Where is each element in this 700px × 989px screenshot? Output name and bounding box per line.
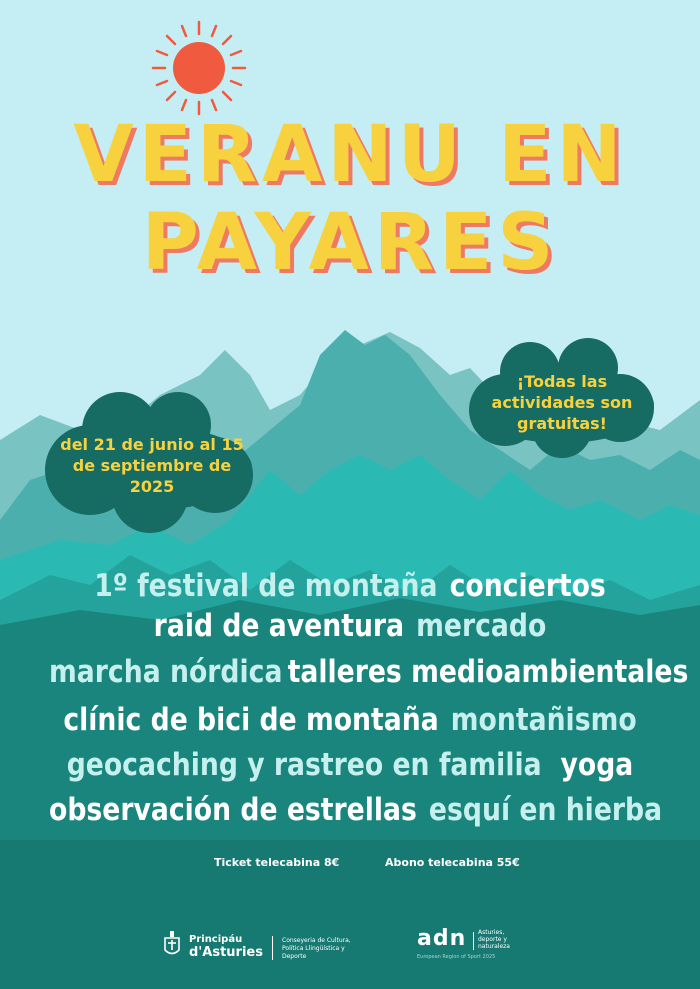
activity-row-5 <box>49 745 651 785</box>
principado-logo-text <box>189 934 263 960</box>
activity-item: geocaching y rastreo en familia <box>66 747 542 783</box>
adn-text <box>478 929 510 950</box>
activity-row-4 <box>49 700 651 740</box>
conseyeria-text <box>282 937 351 961</box>
activity-item: conciertos <box>449 568 606 604</box>
free-badge <box>462 371 662 434</box>
title-line-1: VERANU EN <box>73 110 627 200</box>
dates-line-2: de septiembre de <box>72 456 232 475</box>
adn-divider <box>473 932 474 950</box>
activity-item: observación de estrellas <box>49 792 417 828</box>
asturias-crest-icon <box>162 930 182 958</box>
activity-item: montañismo <box>450 702 637 738</box>
activity-item: marcha nórdica <box>49 654 283 690</box>
adn-line-1: Asturies, <box>478 929 505 936</box>
adn-line-2: deporte y <box>478 936 507 943</box>
adn-tagline: European Region of Sport 2025 <box>417 954 496 960</box>
conseyeria-line-3: Deporte <box>282 953 307 960</box>
activity-item: esquí en hierba <box>428 792 663 828</box>
sun-icon <box>153 22 245 114</box>
logo-divider <box>272 936 273 960</box>
activity-item: mercado <box>416 608 547 644</box>
conseyeria-line-1: Conseyeria de Cultura, <box>282 937 351 944</box>
principado-line-2: d'Asturies <box>189 945 263 960</box>
ticket-price: Ticket telecabina 8€ <box>214 856 340 869</box>
dates-line-1: del 21 de junio al 15 <box>60 435 244 454</box>
principado-line-1: Principáu <box>189 934 243 945</box>
season-pass-price: Abono telecabina 55€ <box>385 856 520 869</box>
activity-item: talleres medioambientales <box>287 654 689 690</box>
activity-item: yoga <box>560 747 634 783</box>
activity-item: 1º festival de montaña <box>94 568 438 604</box>
dates-badge <box>52 434 252 497</box>
activity-row-2 <box>49 606 651 646</box>
conseyeria-line-2: Política Llingüística y <box>282 945 345 952</box>
activity-row-3 <box>49 652 689 692</box>
free-line-1: ¡Todas las <box>516 372 608 391</box>
activity-row-6 <box>49 790 663 830</box>
dates-line-3: 2025 <box>129 477 175 496</box>
activity-item: raid de aventura <box>153 608 405 644</box>
activity-item: clínic de bici de montaña <box>63 702 439 738</box>
free-line-3: gratuitas! <box>517 414 607 433</box>
adn-logo: adn <box>417 926 467 951</box>
free-line-2: actividades son <box>491 393 633 412</box>
adn-line-3: naturaleza <box>478 943 510 950</box>
activity-row-1 <box>49 566 651 606</box>
title-line-2: PAYARES <box>141 198 559 288</box>
